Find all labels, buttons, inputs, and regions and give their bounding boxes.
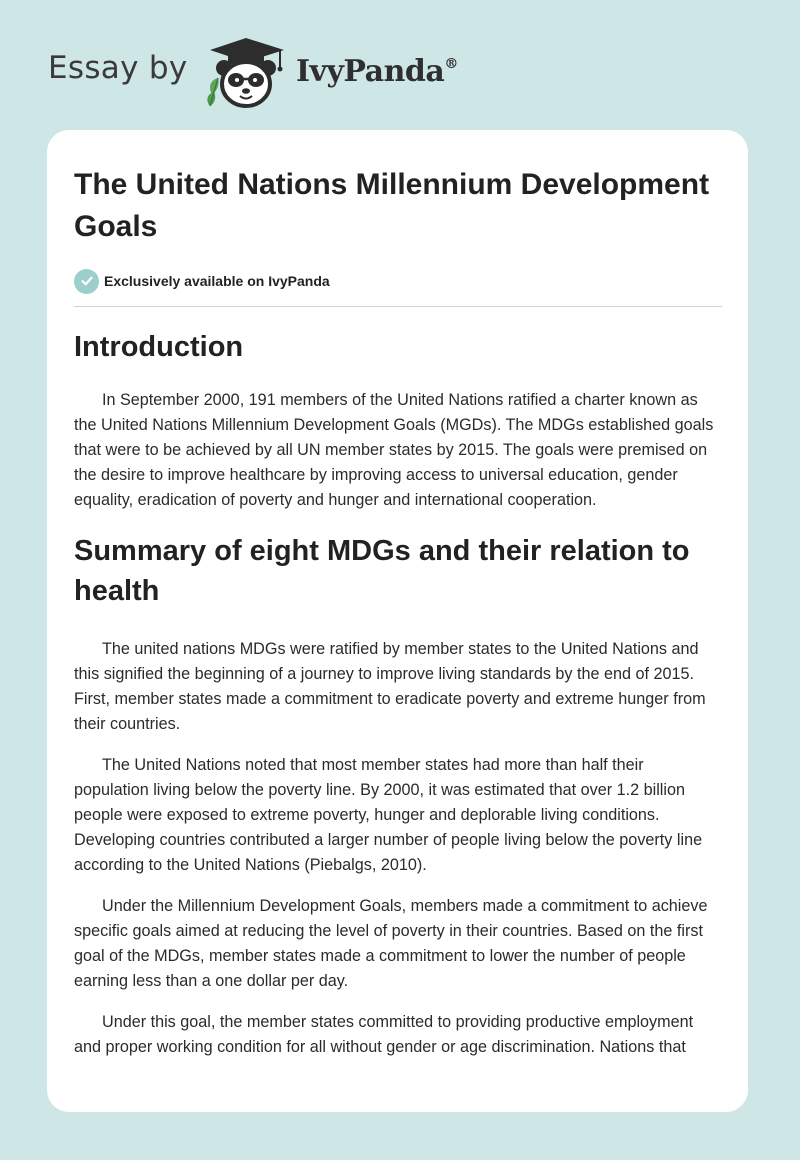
paragraph: Under this goal, the member states committed to providing productive employment and proper working condition for all without gender or age discrimination. Nations that — [74, 1013, 694, 1056]
section-heading-summary: Summary of eight MDGs and their relation to health — [74, 535, 690, 607]
exclusive-badge — [74, 268, 722, 294]
essay-card — [47, 130, 748, 1112]
paragraph: Under the Millennium Development Goals, members made a commitment to achieve specific goals aimed at reducing the level of poverty in their countries. Based on the first goal of the MDGs, member states made a commitment to lower the number of people earning less than a one dollar per day. — [74, 897, 708, 990]
essay-content — [74, 164, 722, 1060]
check-icon — [74, 269, 99, 294]
ivypanda-logo-icon[interactable] — [198, 34, 294, 110]
paragraph: In September 2000, 191 members of the United Nations ratified a charter known as the United Nations Millennium Development Goals (MGDs). The MDGs established goals that were to be achieved by all UN member states by 2015. The goals were premised on the desire to improve healthcare by improving access to universal education, gender equality, eradication of poverty and hunger and international cooperation. — [74, 391, 714, 509]
site-header — [0, 0, 800, 130]
page-title: The United Nations Millennium Development Goals — [74, 168, 710, 243]
brand-name[interactable]: IvyPanda® — [296, 54, 458, 89]
essay-by-label: Essay by — [48, 50, 188, 86]
paragraph: The united nations MDGs were ratified by member states to the United Nations and this signified the beginning of a journey to improve living standards by the end of 2015. First, member states made a commitment to eradicate poverty and extreme hunger from their countries. — [74, 640, 706, 733]
paragraph: The United Nations noted that most member states had more than half their population living below the poverty line. By 2000, it was estimated that over 1.2 billion people were exposed to extreme poverty, hunger and deplorable living conditions. Developing countries contributed a larger number of people living below the poverty line according to the United Nations (Piebalgs, 2010). — [74, 756, 703, 874]
section-heading-introduction: Introduction — [74, 331, 244, 363]
divider — [74, 306, 722, 307]
badge-label: Exclusively available on IvyPanda — [104, 273, 330, 289]
